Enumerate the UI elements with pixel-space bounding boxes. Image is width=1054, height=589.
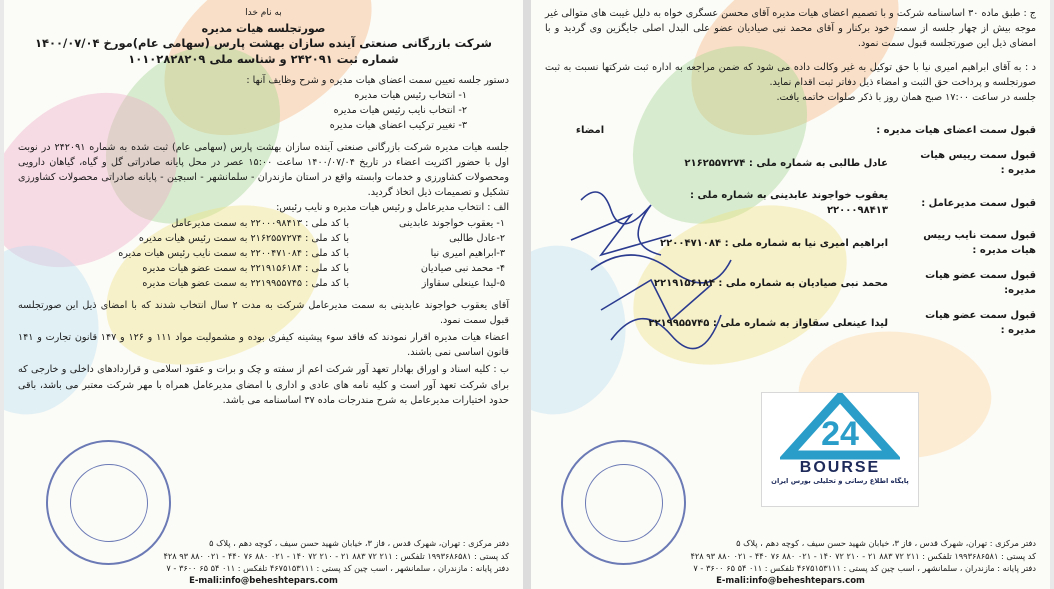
member-role: به سمت مدیرعامل xyxy=(171,217,248,229)
closing-line: جلسه در ساعت ۱۷:۰۰ صبح همان روز با ذکر صلوات خاتمه یافت. xyxy=(776,92,1036,104)
member-name: ۱- یعقوب خواجوند عابدینی xyxy=(399,217,505,229)
member-row xyxy=(18,216,509,231)
ceo-paragraph: آقای یعقوب خواجوند عابدینی به سمت مدیرعامل شرکت به مدت ۲ سال انتخاب شدند که با امضای ذیل این صورتجلسه قبول سمت نمود. xyxy=(18,299,509,326)
footer-phones: کد پستی : ۱۹۹۳۶۸۶۵۸۱ تلفکس : ۲۱۱ ۷۲ ۸۸۳ ۲۱ - ۲۱۰ ۷۲ ۱۴۰ - ۰۲۱ ۸۸۰ ۷۶ ۴۴۰ - ۰۲۱ ۸۸۰ ۹۳ ۴۲۸ xyxy=(690,550,1036,561)
member-code: با کد ملی : ۲۲۱۹۹۵۵۷۴۵ xyxy=(250,278,349,290)
company-line: شرکت بازرگانی صنعتی آینده سازان بهشت پارس (سهامی عام)مورخ ۱۴۰۰/۰۷/۰۴ xyxy=(34,36,492,51)
footer-hq: دفتر مرکزی : تهران، شهرک قدس ، فاز ۳، خیابان شهید حسن سیف ، کوچه دهم ، پلاک ۵ xyxy=(736,538,1036,549)
signature-header xyxy=(545,117,1036,143)
member-name: ۳-ابراهیم امیری نیا xyxy=(430,248,505,260)
member-role: به سمت عضو هیات مدیره xyxy=(142,278,248,290)
signature-row xyxy=(545,143,1036,183)
signature-header-label: قبول سمت اعضای هیات مدیره : xyxy=(876,124,1036,136)
meeting-paragraph: جلسه هیات مدیره شرکت بازرگانی صنعتی آینده سازان بهشت پارس (سهامی عام) ثبت شده به شماره ۲۴۲۰۹۱ در نوبت اول با حضور اکثریت اعضاء در تاریخ ۱۴۰۰/۰۷/۰۴ ساعت ۱۵:۰۰ عصر در محل پایانه صادراتی گل و گیاه، گیاهان دارویی ومحصولات کشاورزی و خدمات وابسته واقع در استان مازندران - سلمانشهر - اسبچین - پایانه صادراتی محصولات کشاورزی تشکیل و تصمیمات ذیل اتخاذ گردید. xyxy=(18,141,509,199)
members-declaration: اعضاء هیات مدیره اقرار نمودند که فاقد سوء پیشینه کیفری بوده و مشمولیت مواد ۱۱۱ و ۱۲۶ و ۱۴۷ قانون تجارت و ۱۴۱ قانون اساسی نمی باشند. xyxy=(18,331,510,359)
signature-role: قبول سمت عضو هیات مدیره : xyxy=(925,310,1036,337)
member-role: به سمت نایب رئیس هیات مدیره xyxy=(118,248,248,260)
agenda-intro: دستور جلسه تعیین سمت اعضای هیات مدیره و شرح وظایف آنها : xyxy=(246,74,509,86)
members-list xyxy=(18,216,509,292)
member-row xyxy=(18,231,509,246)
footer-email: E-mali:info@beheshtepars.com xyxy=(716,575,865,586)
footer-terminal: دفتر پایانه : مازندران ، سلمانشهر ، اسب چین کد پستی : ۴۶۷۵۱۵۳۱۱۱ تلفکس : ۰۱۱ ۵۴ ۶۵ ۳۶۰۰ - ۷ xyxy=(693,563,1036,574)
signature-role: قبول سمت عضو هیات مدیره: xyxy=(925,270,1036,297)
section-alef: الف : انتخاب مدیرعامل و رئیس هیات مدیره و نایب رئیس: xyxy=(276,202,509,214)
right-page xyxy=(531,0,1050,589)
signature-row xyxy=(545,183,1036,223)
section-jim: ج : طبق ماده ۳۰ اساسنامه شرکت و با تصمیم اعضای هیات مدیره آقای محسن عسگری خواه به دلیل غیبت های متوالی غیر موجه بیش از چهار جلسه از سمت خود برکنار و آقای محمد نبی صیادیان عضو علی البدل اصلی جایگزین وی گردید و با امضای ذیل این صورتجلسه قبول سمت نمود. xyxy=(545,8,1036,50)
section-dal: د : به آقای ابراهیم امیری نیا با حق توکیل به غیر وکالت داده می شود که ضمن مراجعه به اداره ثبت شرکتها نسبت به ثبت صورتجلسه و پرداخت حق الثبت و امضاء ذیل دفاتر ثبت اقدام نماید. xyxy=(545,61,1036,88)
footer-email: E-mali:info@beheshtepars.com xyxy=(189,575,338,586)
signature-role: قبول سمت مدیرعامل : xyxy=(921,197,1036,209)
agenda-item: ۳- تغییر ترکیب اعضای هیات مدیره xyxy=(329,120,467,132)
page-gap xyxy=(523,0,531,589)
signature-row xyxy=(545,303,1036,343)
member-code: با کد ملی : ۲۲۰۰۴۷۱۰۸۴ xyxy=(250,248,349,260)
logo-tagline: پایگاه اطلاع رسانی و تحلیلی بورس ایران xyxy=(771,477,909,485)
member-name: ۵-لیدا عینعلی سقاواز xyxy=(421,278,505,290)
signature-person: یعقوب خواجوند عابدینی به شماره ملی : ۲۲۰۰۰۹۸۴۱۳ xyxy=(690,190,888,217)
signature-person: محمد نبی صیادیان به شماره ملی : ۲۲۱۹۱۵۶۱۸۴ xyxy=(653,277,888,289)
signature-role: قبول سمت رییس هیات مدیره : xyxy=(920,150,1036,177)
logo-wordmark: BOURSE xyxy=(799,459,881,476)
member-row xyxy=(18,276,509,291)
invocation: به نام خدا xyxy=(245,8,282,18)
document-title: صورتجلسه هیات مدیره xyxy=(201,22,326,36)
signature-person: عادل طالبی به شماره ملی : ۲۱۶۲۵۵۷۲۷۴ xyxy=(684,157,888,169)
member-row xyxy=(18,261,509,276)
registration-line: شماره ثبت ۲۴۲۰۹۱ و شناسه ملی ۱۰۱۰۲۸۲۸۲۰۹ xyxy=(128,51,399,66)
bourse-logo xyxy=(761,392,919,507)
member-name: ۴- محمد نبی صیادیان xyxy=(420,263,505,275)
member-row xyxy=(18,246,509,261)
agenda-item: ۲- انتخاب نایب رئیس هیات مدیره xyxy=(333,105,467,117)
agenda-item: ۱- انتخاب رئیس هیات مدیره xyxy=(354,90,467,102)
logo-number: 24 xyxy=(821,415,859,453)
signature-role: قبول سمت نایب رییس هیات مدیره : xyxy=(923,230,1036,257)
signature-person: ابراهیم امیری نیا به شماره ملی : ۲۲۰۰۴۷۱۰۸۴ xyxy=(660,237,888,249)
footer-hq: دفتر مرکزی : تهران، شهرک قدس ، فاز ۳، خیابان شهید حسن سیف ، کوچه دهم ، پلاک ۵ xyxy=(209,538,509,549)
signature-row xyxy=(545,263,1036,303)
member-code: با کد ملی : ۲۲۱۹۱۵۶۱۸۴ xyxy=(250,263,349,275)
footer-terminal: دفتر پایانه : مازندران ، سلمانشهر ، اسب چین کد پستی : ۴۶۷۵۱۵۳۱۱۱ تلفکس : ۰۱۱ ۵۴ ۶۵ ۳۶۰۰ - ۷ xyxy=(166,563,509,574)
page-footer xyxy=(4,537,523,587)
signature-person: لیدا عینعلی سقاواز به شماره ملی : ۲۲۱۹۹۵۵۷۴۵ xyxy=(648,317,888,329)
section-be: ب : کلیه اسناد و اوراق بهادار تعهد آور شرکت اعم از سفته و چک و برات و عقود اسلامی و قراردادهای داخلی و خارجی که برای شرکت تعهد آور است و کلیه نامه های عادی و اداری با امضای مدیرعامل همراه با مهر شرکت معتبر می باشد، باقی حدود اختیارات مدیرعامل به شرح مندرجات ماده ۳۷ اساسنامه می باشد. xyxy=(18,364,509,406)
signature-header-sig: امضاء xyxy=(575,124,605,136)
member-code: با کد ملی : ۲۱۶۲۵۵۷۲۷۴ xyxy=(250,232,349,244)
document-header xyxy=(18,6,509,67)
member-code: با کد ملی : ۲۲۰۰۰۹۸۴۱۳ xyxy=(250,217,349,229)
signature-row xyxy=(545,223,1036,263)
page-footer xyxy=(531,537,1050,587)
bourse-logo-icon xyxy=(780,393,900,463)
signature-list xyxy=(545,117,1036,343)
left-page xyxy=(4,0,523,589)
footer-phones: کد پستی : ۱۹۹۳۶۸۶۵۸۱ تلفکس : ۲۱۱ ۷۲ ۸۸۳ ۲۱ - ۲۱۰ ۷۲ ۱۴۰ - ۰۲۱ ۸۸۰ ۷۶ ۴۴۰ - ۰۲۱ ۸۸۰ ۹۳ ۴۲۸ xyxy=(163,550,509,561)
member-name: ۲-عادل طالبی xyxy=(449,232,505,244)
member-role: به سمت عضو هیات مدیره xyxy=(142,263,248,275)
agenda xyxy=(18,73,509,134)
member-role: به سمت رئیس هیات مدیره xyxy=(138,232,248,244)
